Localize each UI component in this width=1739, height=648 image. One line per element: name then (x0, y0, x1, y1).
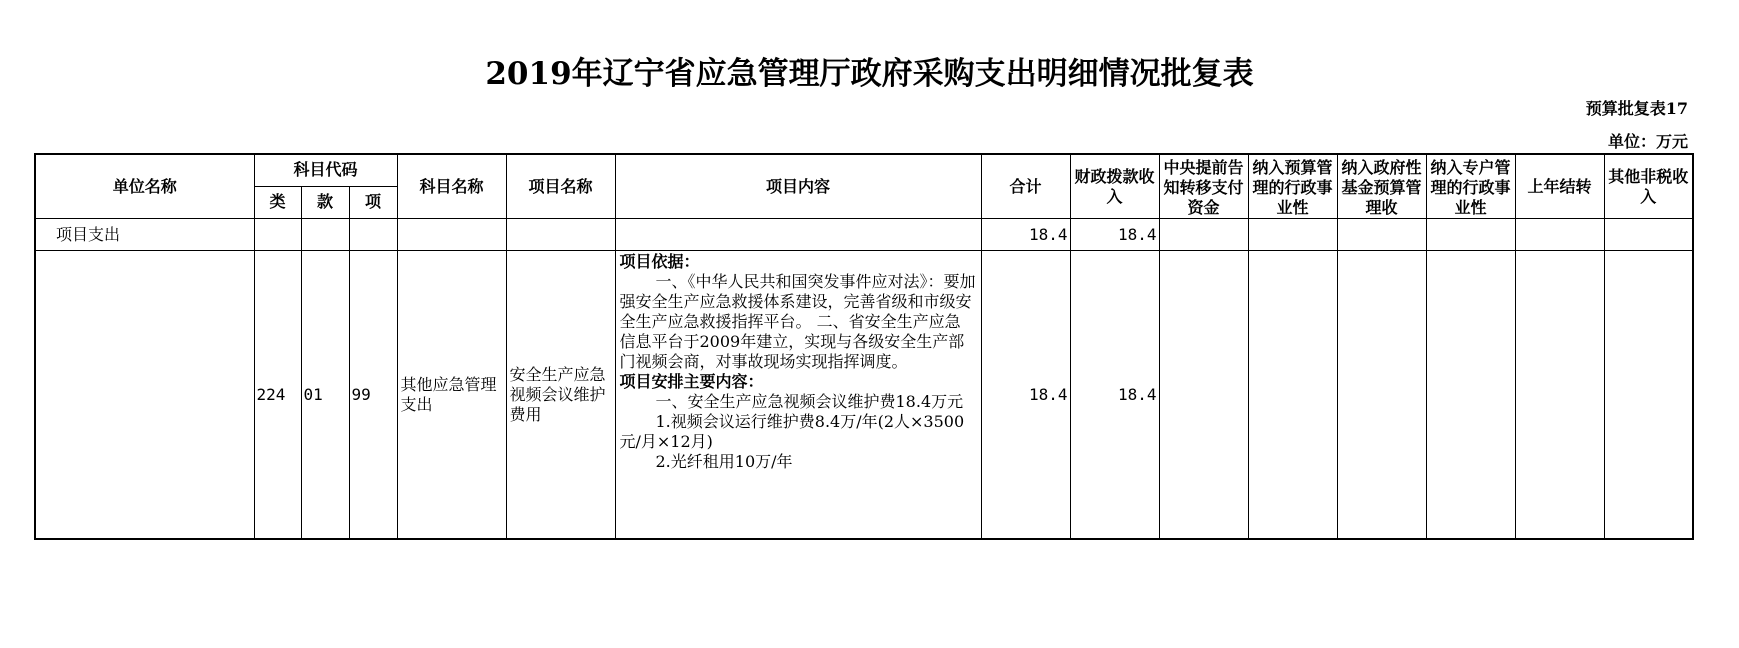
content-basis-title: 项目依据： (619, 252, 700, 271)
summary-fiscal: 18.4 (1070, 219, 1159, 251)
col-central: 中央提前告知转移支付资金 (1159, 154, 1248, 219)
col-project-content: 项目内容 (615, 154, 981, 219)
cell-empty (397, 219, 506, 251)
cell-empty (35, 251, 254, 540)
item-subject-name: 其他应急管理支出 (397, 251, 506, 540)
page-title: 2019年辽宁省应急管理厅政府采购支出明细情况批复表 (485, 56, 1254, 92)
summary-total: 18.4 (981, 219, 1070, 251)
cell-empty (1604, 219, 1693, 251)
content-basis-text: 一、《中华人民共和国突发事件应对法》：要加强安全生产应急救援体系建设，完善省级和市级安全生产应急救援指挥平台。 二、省安全生产应急信息平台于2009年建立，实现与各级安全生产部门视频会商，对事故现场实现指挥调度。 (619, 272, 976, 371)
item-xiang: 99 (349, 251, 397, 540)
cell-empty (615, 219, 981, 251)
cell-empty (1159, 219, 1248, 251)
item-project-content (615, 251, 981, 540)
cell-empty (1248, 219, 1337, 251)
cell-empty (1604, 251, 1693, 540)
col-lei: 类 (254, 186, 301, 218)
col-project-name: 项目名称 (506, 154, 615, 219)
cell-empty (349, 219, 397, 251)
col-unit-name: 单位名称 (35, 154, 254, 219)
procurement-table (34, 153, 1694, 540)
table-row-item (35, 251, 1693, 540)
cell-empty (1515, 219, 1604, 251)
unit-label: 单位：万元 (1607, 132, 1688, 151)
cell-empty (1337, 251, 1426, 540)
form-number: 预算批复表17 (1585, 99, 1688, 118)
summary-label: 项目支出 (35, 219, 254, 251)
content-arrange-3: 2.光纤租用10万/年 (655, 452, 793, 471)
col-special-admin: 纳入专户管理的行政事业性 (1426, 154, 1515, 219)
col-xiang: 项 (349, 186, 397, 218)
cell-empty (506, 219, 615, 251)
cell-empty (1337, 219, 1426, 251)
col-other-nontax: 其他非税收入 (1604, 154, 1693, 219)
cell-empty (254, 219, 301, 251)
col-kuan: 款 (301, 186, 349, 218)
cell-empty (1426, 251, 1515, 540)
cell-empty (301, 219, 349, 251)
cell-empty (1426, 219, 1515, 251)
col-subject-code: 科目代码 (254, 154, 397, 186)
content-arrange-2: 1.视频会议运行维护费8.4万/年(2人×3500元/月×12月) (619, 412, 965, 451)
item-total: 18.4 (981, 251, 1070, 540)
cell-empty (1515, 251, 1604, 540)
cell-empty (1159, 251, 1248, 540)
col-total: 合计 (981, 154, 1070, 219)
item-fiscal: 18.4 (1070, 251, 1159, 540)
col-gov-fund: 纳入政府性基金预算管理收 (1337, 154, 1426, 219)
header-row-1 (35, 154, 1693, 186)
col-budget-admin: 纳入预算管理的行政事业性 (1248, 154, 1337, 219)
col-last-year: 上年结转 (1515, 154, 1604, 219)
item-lei: 224 (254, 251, 301, 540)
col-subject-name: 科目名称 (397, 154, 506, 219)
cell-empty (1248, 251, 1337, 540)
item-project-name: 安全生产应急视频会议维护费用 (506, 251, 615, 540)
table-row-summary (35, 219, 1693, 251)
content-arrange-1: 一、安全生产应急视频会议维护费18.4万元 (655, 392, 964, 411)
item-kuan: 01 (301, 251, 349, 540)
col-fiscal: 财政拨款收入 (1070, 154, 1159, 219)
content-arrange-title: 项目安排主要内容： (619, 372, 764, 391)
